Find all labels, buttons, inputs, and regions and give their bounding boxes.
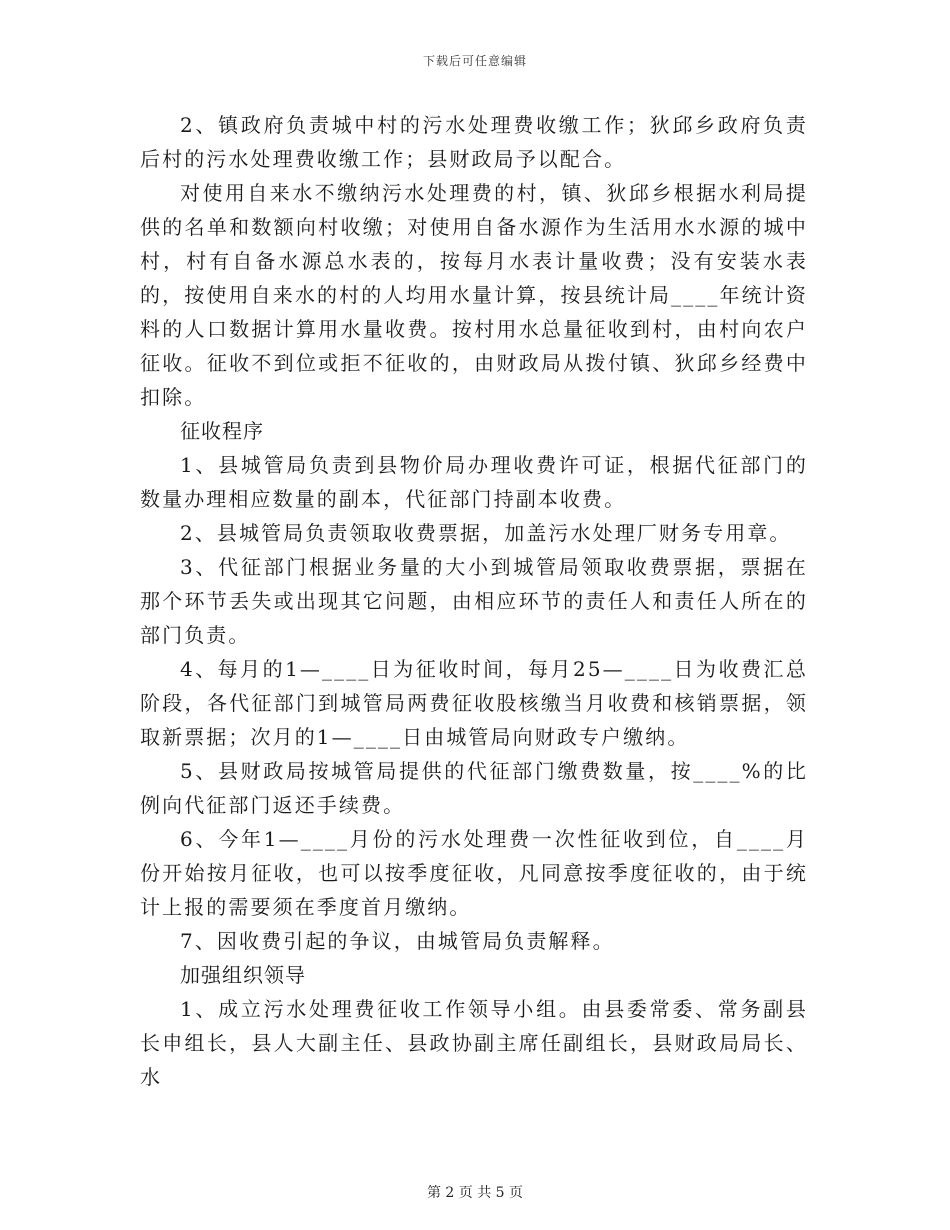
paragraph-leadership-1: 1、成立污水处理费征收工作领导小组。由县委常委、常务副县长申组长，县人大副主任、县政协副主席任副组长，县财政局局长、水 xyxy=(140,997,808,1089)
document-body xyxy=(140,108,808,1094)
section-heading-procedure: 征收程序 xyxy=(180,419,264,443)
paragraph-procedure-3: 3、代征部门根据业务量的大小到城管局领取收费票据，票据在那个环节丢失或出现其它问题，由相应环节的责任人和责任人所在的部门负责。 xyxy=(140,555,808,647)
page-footer: 第 2 页 共 5 页 xyxy=(426,1185,524,1201)
paragraph-procedure-2: 2、县城管局负责领取收费票据，加盖污水处理厂财务专用章。 xyxy=(180,521,792,545)
paragraph-self-water-source: 对使用自来水不缴纳污水处理费的村，镇、狄邱乡根据水利局提供的名单和数额向村收缴；对使用自备水源作为生活用水水源的城中村，村有自备水源总水表的，按每月水表计量收费；没有安装水表的，按使用自来水的村的人均用水量计算，按县统计局____年统计资料的人口数据计算用水量收费。按村用水总量征收到村，由村向农户征收。征收不到位或拒不征收的，由财政局从拨付镇、狄邱乡经费中扣除。 xyxy=(140,181,808,409)
paragraph-procedure-6: 6、今年1—____月份的污水处理费一次性征收到位，自____月份开始按月征收，也可以按季度征收，凡同意按季度征收的，由于统计上报的需要须在季度首月缴纳。 xyxy=(140,827,808,919)
paragraph-procedure-5: 5、县财政局按城管局提供的代征部门缴费数量，按____%的比例向代征部门返还手续费。 xyxy=(140,759,808,817)
page-header: 下载后可任意编辑 xyxy=(422,54,527,68)
paragraph-procedure-4: 4、每月的1—____日为征收时间，每月25—____日为收费汇总阶段，各代征部门到城管局两费征收股核缴当月收费和核销票据，领取新票据；次月的1—____日由城管局向财政专户缴纳。 xyxy=(140,657,808,749)
paragraph-town-collection: 2、镇政府负责城中村的污水处理费收缴工作；狄邱乡政府负责后村的污水处理费收缴工作；县财政局予以配合。 xyxy=(140,113,808,171)
section-heading-leadership: 加强组织领导 xyxy=(180,963,306,987)
paragraph-procedure-7: 7、因收费引起的争议，由城管局负责解释。 xyxy=(180,929,615,953)
paragraph-procedure-1: 1、县城管局负责到县物价局办理收费许可证，根据代征部门的数量办理相应数量的副本，代征部门持副本收费。 xyxy=(140,453,808,511)
